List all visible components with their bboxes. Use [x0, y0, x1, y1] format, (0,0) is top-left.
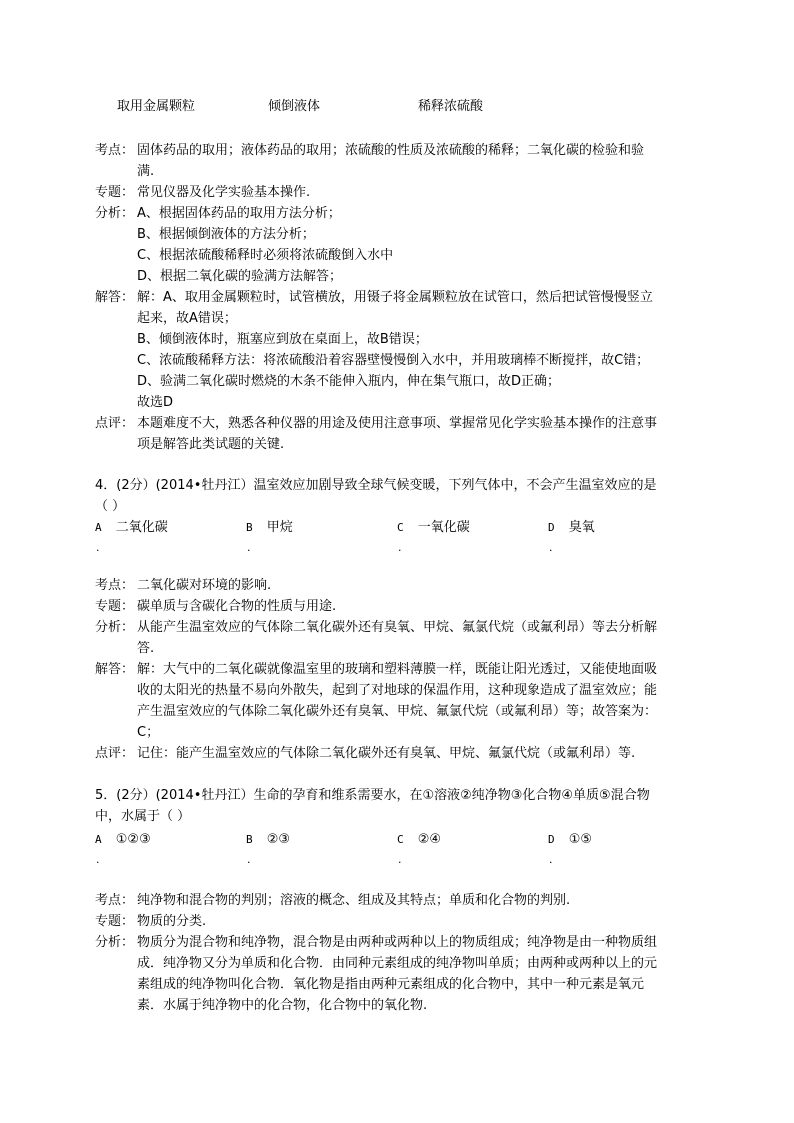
fenxi-text: D、根据二氧化碳的验满方法解答； — [137, 269, 343, 284]
kaodian-text: 满. — [137, 164, 155, 179]
kaodian-label: 考点： — [95, 143, 135, 158]
option-text: 一氧化碳 — [417, 520, 470, 535]
fenxi-text: 素．水属于纯净物中的化合物，化合物中的氧化物. — [137, 998, 428, 1013]
option-letter: A — [95, 521, 102, 534]
option-label-metal-granules: 取用金属颗粒 — [117, 99, 196, 114]
jieda-text: 产生温室效应的气体除二氧化碳外还有臭氧、甲烷、氟氯代烷（或氟利昂）等；故答案为： — [137, 704, 658, 719]
option-a — [95, 829, 151, 850]
option-c — [397, 517, 470, 538]
option-label-pour-liquid: 倾倒液体 — [268, 99, 321, 114]
jieda-text: C； — [137, 725, 160, 740]
question-stem: 4．(2分）(2014•牡丹江）温室效应加剧导致全球气候变暖，下列气体中，不会产生温室效应的是 — [95, 478, 657, 493]
option-letter: B — [246, 833, 253, 846]
option-text: 甲烷 — [266, 520, 293, 535]
option-text: ①②③ — [115, 832, 151, 847]
option-dot: . — [549, 541, 553, 554]
fenxi-label: 分析： — [95, 620, 135, 635]
option-d — [548, 517, 595, 538]
question-stem: 中，水属于（ ） — [95, 809, 191, 824]
jieda-text: 解：大气中的二氧化碳就像温室里的玻璃和塑料薄膜一样，既能让阳光透过，又能使地面吸 — [137, 662, 658, 677]
jieda-text: D、验满二氧化碳时燃烧的木条不能伸入瓶内，伸在集气瓶口，故D正确； — [137, 374, 561, 389]
dianping-text: 记住：能产生温室效应的气体除二氧化碳外还有臭氧、甲烷、氟氯代烷（或氟利昂）等. — [137, 746, 636, 761]
dianping-label: 点评： — [95, 416, 135, 431]
question-stem: 5．(2分）(2014•牡丹江）生命的孕育和维系需要水，在①溶液②纯净物③化合物④单质⑤混合物 — [95, 788, 650, 803]
option-a — [95, 517, 168, 538]
fenxi-text: B、根据倾倒液体的方法分析； — [137, 227, 315, 242]
fenxi-label: 分析： — [95, 935, 135, 950]
option-c — [397, 829, 441, 850]
jieda-text: 起来，故A错误； — [137, 311, 237, 326]
option-text: ①⑤ — [568, 832, 593, 847]
option-b — [246, 517, 293, 538]
fenxi-text: C、根据浓硫酸稀释时必须将浓硫酸倒入水中 — [137, 248, 394, 263]
option-b — [246, 829, 290, 850]
jieda-text: C、浓硫酸稀释方法：将浓硫酸沿着容器壁慢慢倒入水中，并用玻璃棒不断搅拌，故C错； — [137, 353, 650, 368]
kaodian-text: 固体药品的取用；液体药品的取用；浓硫酸的性质及浓硫酸的稀释；二氧化碳的检验和验 — [137, 143, 645, 158]
jieda-text: 解：A、取用金属颗粒时，试管横放，用镊子将金属颗粒放在试管口，然后把试管慢慢竖立 — [137, 290, 653, 305]
option-letter: B — [246, 521, 253, 534]
fenxi-text: 素组成的纯净物叫化合物．氧化物是指由两种元素组成的化合物中，其中一种元素是氧元 — [137, 977, 645, 992]
option-letter: C — [397, 833, 404, 846]
option-label-dilute-acid: 稀释浓硫酸 — [418, 99, 484, 114]
option-letter: D — [548, 833, 555, 846]
option-dot: . — [96, 541, 100, 554]
option-d — [548, 829, 592, 850]
dianping-label: 点评： — [95, 746, 135, 761]
zhuanti-label: 专题： — [95, 185, 135, 200]
option-letter: C — [397, 521, 404, 534]
option-text: 臭氧 — [568, 520, 595, 535]
option-dot: . — [247, 853, 251, 866]
fenxi-label: 分析： — [95, 206, 135, 221]
kaodian-text: 纯净物和混合物的判别；溶液的概念、组成及其特点；单质和化合物的判别. — [137, 893, 571, 908]
zhuanti-text: 碳单质与含碳化合物的性质与用途. — [137, 599, 337, 614]
option-letter: A — [95, 833, 102, 846]
option-dot: . — [398, 853, 402, 866]
fenxi-text: 物质分为混合物和纯净物，混合物是由两种或两种以上的物质组成；纯净物是由一种物质组 — [137, 935, 658, 950]
option-dot: . — [549, 853, 553, 866]
fenxi-text: 成．纯净物又分为单质和化合物．由同种元素组成的纯净物叫单质；由两种或两种以上的元 — [137, 956, 658, 971]
jieda-label: 解答： — [95, 662, 135, 677]
fenxi-text: 从能产生温室效应的气体除二氧化碳外还有臭氧、甲烷、氟氯代烷（或氟利昂）等去分析解 — [137, 620, 658, 635]
dianping-text: 项是解答此类试题的关键. — [137, 437, 285, 452]
dianping-text: 本题难度不大，熟悉各种仪器的用途及使用注意事项、掌握常见化学实验基本操作的注意事 — [137, 416, 658, 431]
jieda-text: 故选D — [137, 395, 174, 410]
jieda-text: B、倾倒液体时，瓶塞应到放在桌面上，故B错误； — [137, 332, 428, 347]
option-text: ②④ — [417, 832, 442, 847]
option-letter: D — [548, 521, 555, 534]
zhuanti-label: 专题： — [95, 914, 135, 929]
option-dot: . — [96, 853, 100, 866]
option-dot: . — [398, 541, 402, 554]
option-text: ②③ — [266, 832, 291, 847]
option-text: 二氧化碳 — [115, 520, 168, 535]
question-stem: （ ） — [95, 499, 126, 514]
kaodian-text: 二氧化碳对环境的影响. — [137, 578, 272, 593]
kaodian-label: 考点： — [95, 578, 135, 593]
jieda-text: 收的太阳光的热量不易向外散失，起到了对地球的保温作用，这种现象造成了温室效应；能 — [137, 683, 658, 698]
fenxi-text: A、根据固体药品的取用方法分析； — [137, 206, 341, 221]
zhuanti-text: 常见仪器及化学实验基本操作. — [137, 185, 311, 200]
jieda-label: 解答： — [95, 290, 135, 305]
zhuanti-text: 物质的分类. — [137, 914, 207, 929]
fenxi-text: 答. — [137, 641, 155, 656]
kaodian-label: 考点： — [95, 893, 135, 908]
option-dot: . — [247, 541, 251, 554]
zhuanti-label: 专题： — [95, 599, 135, 614]
